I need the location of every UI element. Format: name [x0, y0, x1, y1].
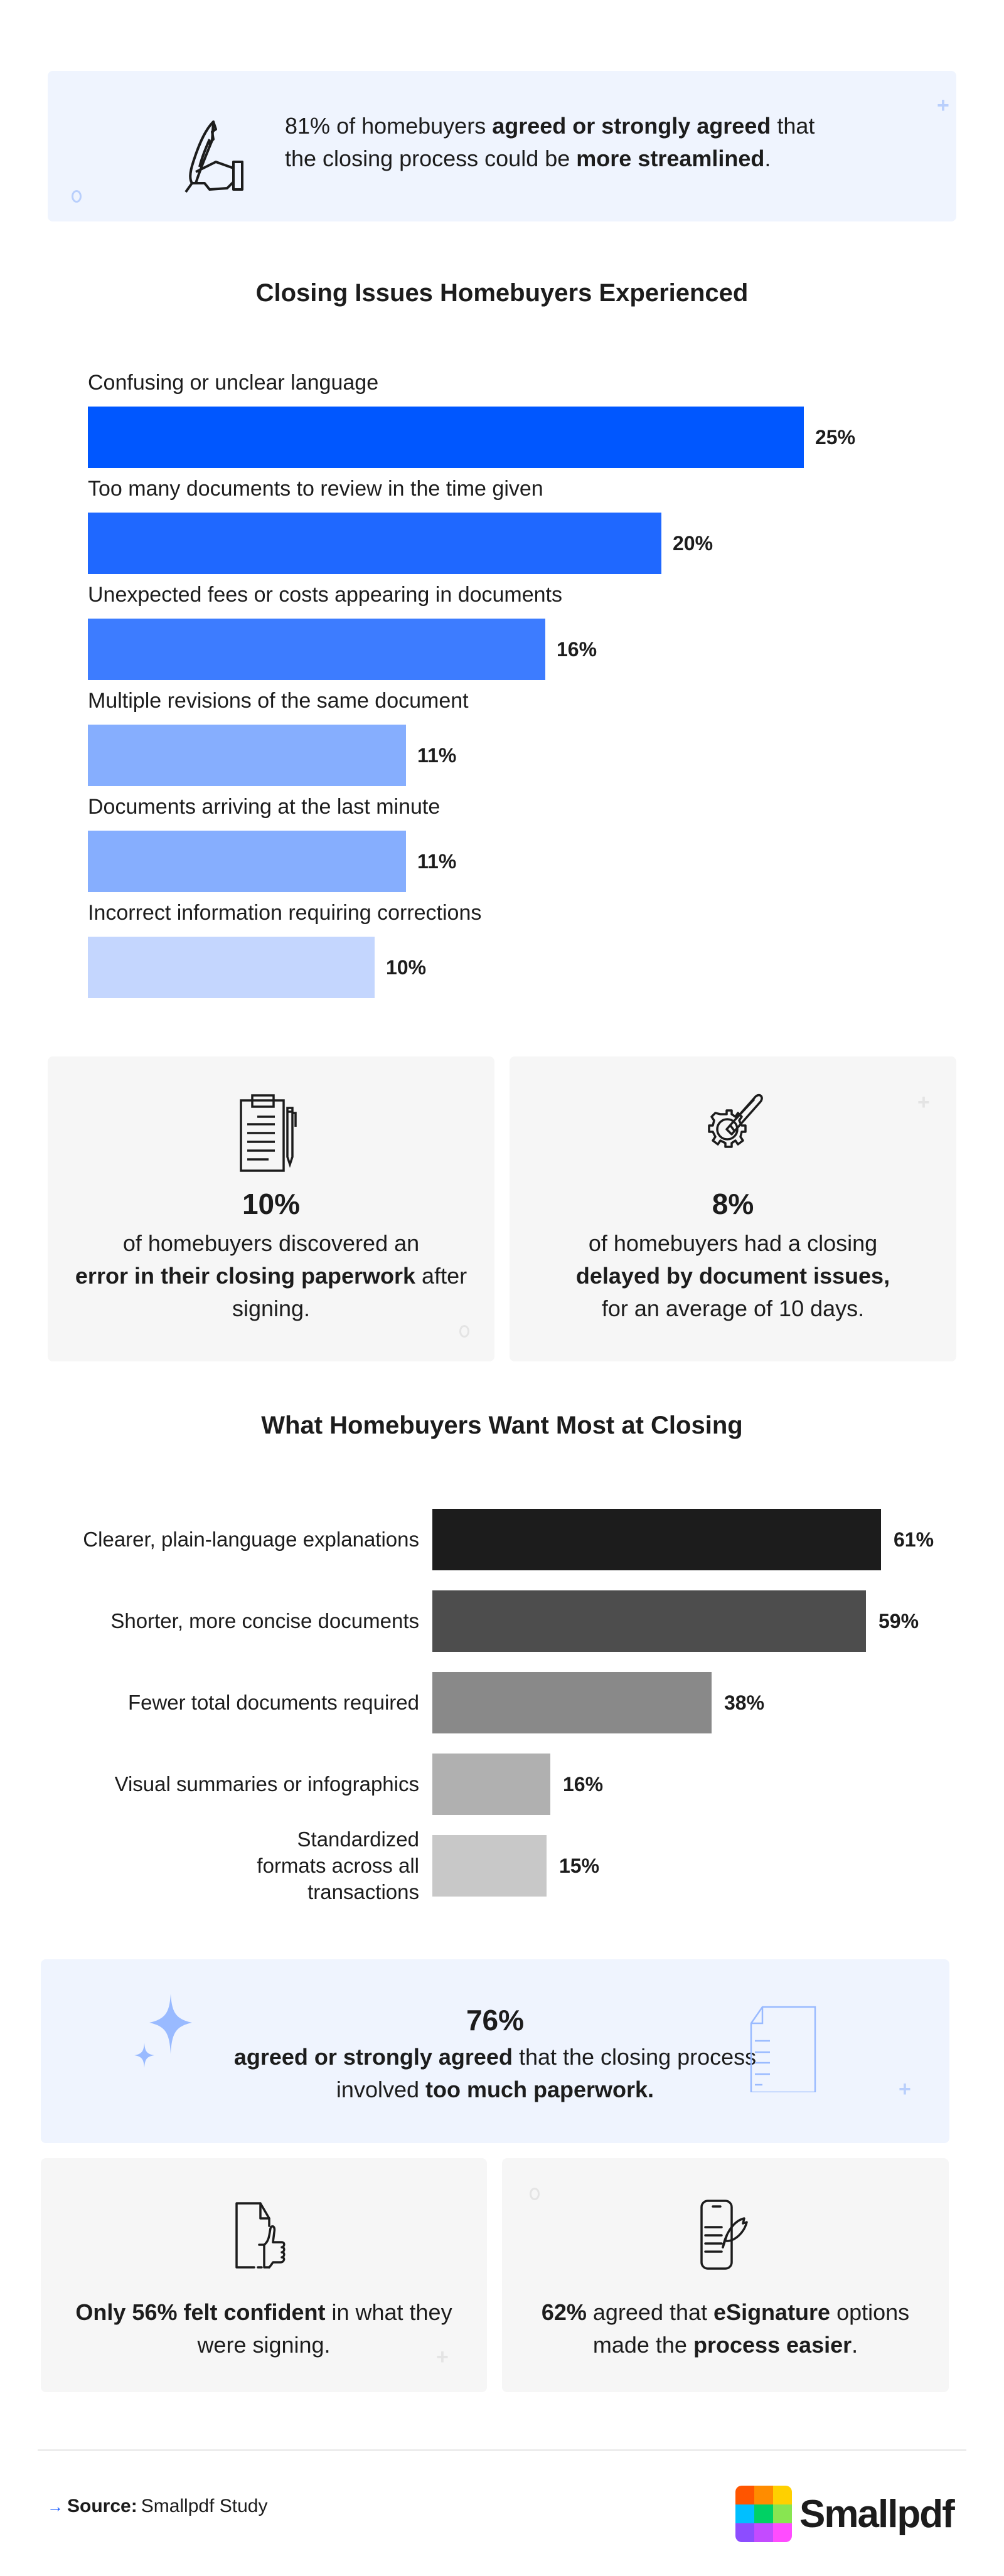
stat-card-error: [48, 1056, 494, 1361]
bar-value: 16%: [557, 638, 597, 661]
chart1-title: Closing Issues Homebuyers Experienced: [255, 279, 749, 307]
stat-card-esignature: [502, 2158, 949, 2392]
stat-card-confidence: [41, 2158, 487, 2392]
desc-bold: too much paperwork.: [425, 2077, 654, 2102]
desc-bold: delayed by document issues,: [575, 1263, 890, 1289]
top-callout-text: [285, 110, 850, 175]
callout-bold-part: agreed or strongly agreed: [492, 113, 771, 139]
chart-row: [88, 370, 941, 476]
stat-description: [60, 2296, 468, 2361]
stat-card-delay: [510, 1056, 956, 1361]
chart-row: [88, 582, 941, 688]
bar: [88, 831, 406, 892]
logo-tile: [773, 2523, 792, 2542]
bar: [432, 1509, 881, 1570]
bar: [88, 619, 545, 680]
desc-text: .: [852, 2332, 858, 2358]
chart-row: [0, 1672, 1004, 1754]
bar-value: 10%: [386, 956, 427, 979]
bar-value: 15%: [559, 1855, 600, 1877]
top-callout-card: [48, 71, 956, 221]
bar: [432, 1754, 550, 1815]
desc-text: of homebuyers had a closing: [588, 1230, 878, 1256]
brand-name: Smallpdf: [799, 2492, 954, 2536]
stat-value: 10%: [242, 1188, 301, 1220]
bar: [88, 725, 406, 786]
document-icon: [750, 2004, 819, 2092]
smallpdf-logo-icon: [735, 2486, 792, 2542]
document-thumbs-up-icon: [233, 2202, 296, 2269]
ring-decoration-icon: [459, 1325, 469, 1338]
logo-tile: [754, 2523, 773, 2542]
bar-label: Unexpected fees or costs appearing in documents: [88, 583, 563, 607]
desc-bold: eSignature: [713, 2299, 831, 2325]
logo-tile: [735, 2523, 754, 2542]
stat-description: [67, 1227, 476, 1325]
desc-text: that the closing process involved: [336, 2044, 757, 2102]
desc-bold: Only 56% felt confident: [75, 2299, 326, 2325]
gear-pencil-icon: [702, 1093, 764, 1169]
source-label: Source:: [67, 2496, 137, 2516]
phone-quill-icon: [700, 2200, 750, 2270]
bar-value: 11%: [417, 850, 457, 873]
plus-decoration-icon: +: [937, 93, 949, 117]
bar: [88, 937, 375, 998]
bar-value: 25%: [815, 426, 856, 449]
desc-bold: 62%: [541, 2299, 587, 2325]
logo-tile: [773, 2504, 792, 2523]
desc-text: in what they were signing.: [197, 2299, 452, 2358]
bar-value: 59%: [878, 1610, 919, 1632]
bar-label: Confusing or unclear language: [88, 371, 379, 395]
desc-text: after signing.: [232, 1263, 467, 1321]
plus-decoration-icon: +: [436, 2345, 449, 2369]
callout-text-part: that the closing process could be: [285, 113, 815, 171]
logo-tile: [754, 2504, 773, 2523]
plus-decoration-icon: +: [917, 1090, 930, 1114]
bar: [432, 1835, 547, 1897]
desc-text: options made the: [592, 2299, 910, 2358]
bar-label: Standardized formats across all transactions: [257, 1828, 419, 1903]
desc-bold: process easier: [693, 2332, 852, 2358]
stat-value: 8%: [712, 1188, 754, 1220]
bar-label: Visual summaries or infographics: [114, 1772, 419, 1796]
bar-label: Clearer, plain-language explanations: [83, 1528, 419, 1551]
chart-row: [88, 476, 941, 582]
homebuyer-wants-chart: [0, 1509, 1004, 1917]
bar-label: Shorter, more concise documents: [110, 1609, 419, 1632]
closing-issues-chart: [88, 370, 941, 1006]
desc-bold: error in their closing paperwork: [75, 1263, 416, 1289]
callout-text-part: .: [764, 146, 771, 171]
desc-bold: agreed or strongly agreed: [233, 2044, 513, 2070]
footer-divider: [38, 2449, 966, 2451]
source-value: Smallpdf Study: [141, 2496, 268, 2516]
callout-bold-part: more streamlined: [576, 146, 765, 171]
chart2-title: What Homebuyers Want Most at Closing: [261, 1412, 743, 1439]
stat-description: [521, 2296, 930, 2361]
stat-81: 81%: [285, 113, 331, 139]
chart-row: [0, 1509, 1004, 1590]
chart-row: [0, 1828, 1004, 1917]
logo-tile: [735, 2504, 754, 2523]
desc-text: of homebuyers discovered an: [122, 1230, 420, 1256]
chart-row: [88, 900, 941, 1006]
paperwork-callout-card: [41, 1959, 949, 2143]
plus-decoration-icon: +: [899, 2077, 911, 2101]
bar-value: 16%: [563, 1773, 604, 1796]
ring-decoration-icon: [530, 2188, 540, 2200]
clipboard-pencil-icon: [240, 1094, 302, 1172]
bar: [88, 407, 804, 468]
bar-label: Too many documents to review in the time given: [88, 477, 543, 501]
desc-text: agreed that: [586, 2299, 714, 2325]
bar-label: Fewer total documents required: [127, 1691, 419, 1714]
quill-hand-icon: [167, 118, 255, 193]
arrow-right-icon: →: [47, 2496, 63, 2516]
bar-value: 20%: [673, 532, 713, 555]
bar-value: 11%: [417, 744, 457, 767]
callout-text-part: of homebuyers: [330, 113, 493, 139]
chart-row: [88, 688, 941, 794]
stat-description: [528, 1227, 937, 1325]
stat-value: 76%: [466, 2004, 525, 2036]
logo-tile: [735, 2486, 754, 2504]
smallpdf-logo: [735, 2486, 954, 2542]
ring-decoration-icon: [72, 190, 82, 203]
chart-row: [0, 1754, 1004, 1835]
bar: [88, 513, 661, 574]
bar-label: Multiple revisions of the same document: [88, 689, 469, 713]
chart-row: [0, 1590, 1004, 1672]
chart-row: [88, 794, 941, 900]
bar: [432, 1672, 712, 1733]
bar-value: 38%: [724, 1691, 765, 1714]
logo-tile: [754, 2486, 773, 2504]
logo-tile: [773, 2486, 792, 2504]
desc-text: for an average of 10 days.: [601, 1296, 865, 1321]
bar-label: Incorrect information requiring corrections: [88, 901, 482, 925]
bar: [432, 1590, 866, 1652]
bar-label: Documents arriving at the last minute: [88, 795, 441, 819]
source-line: [47, 2496, 267, 2517]
bar-value: 61%: [894, 1528, 934, 1551]
stat-description: [191, 2041, 799, 2106]
